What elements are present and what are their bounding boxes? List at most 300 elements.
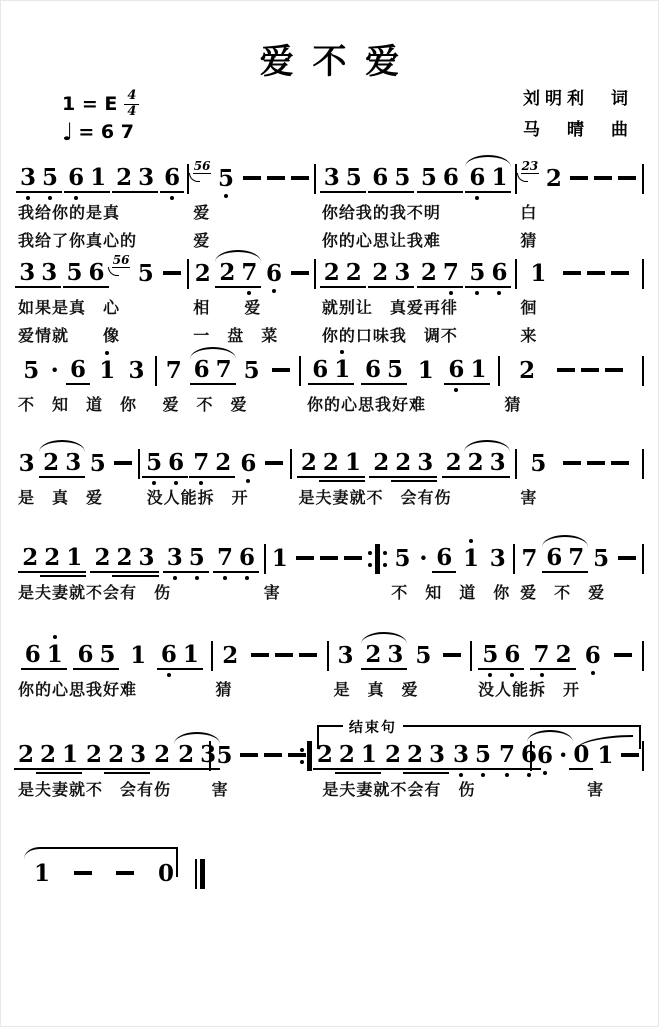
note [578,359,602,382]
score [14,150,645,891]
note: 2 [467,448,484,476]
measure [14,448,137,478]
beam-group [126,641,150,669]
note [248,644,272,667]
note: 2 [178,740,195,768]
beam-group [391,544,415,572]
lyric-cell: 害 [520,488,538,507]
beam-group [162,356,186,384]
beam-group [142,448,188,478]
beam-group [361,355,407,385]
beam-group [268,544,292,572]
note: 3 [450,743,472,766]
note: 6 [372,163,389,191]
note: 2 [392,451,414,474]
barline [470,641,472,671]
note: 3 [337,641,354,669]
beam-group [191,259,215,287]
beam-group [411,641,435,669]
note: 5 [415,641,432,669]
beam-group [16,163,62,193]
note: 2 [404,743,426,766]
note: 6 [65,166,87,189]
note: 5 [23,356,40,384]
lyric-cell: 你的心思让我难 [321,231,441,250]
score-line [14,150,645,252]
tempo-value: = 6 7 [78,121,134,143]
beam-group [589,544,613,572]
barline-single [515,259,517,289]
note [240,167,264,190]
beam-group [247,644,321,669]
barline-single [515,449,517,479]
composer-credit: 马 晴 曲 [523,120,633,140]
note: 3 [17,166,39,189]
barline [314,259,316,289]
lyric-spacer [292,777,318,801]
note: 1 [182,640,199,668]
lyric-spacer [287,485,295,509]
note: 5 [394,544,411,572]
beam-group [63,258,109,288]
note: 1 [271,544,288,572]
note: 6 [158,643,180,666]
note: 2 [336,743,358,766]
note: 3 [200,740,217,768]
note: 7 [190,451,212,474]
lyric-spacer [508,295,516,319]
note [262,452,286,475]
beam-group [320,258,366,288]
note: 5 [216,741,233,769]
note: 5 [143,451,165,474]
lyric-cell: 不 知 道 你 [391,583,511,602]
beam-group [86,449,110,477]
score-line [14,342,645,416]
beam-group [66,355,90,385]
beam-group [240,356,264,384]
note [293,547,317,570]
score-line [14,245,645,347]
note: 6 [546,543,563,571]
barline-single [513,544,515,574]
barline-single [642,259,644,289]
lyric-spacer [508,485,516,509]
beam-group [239,167,313,192]
note [567,167,591,190]
beam-group [215,258,261,288]
beam-group [236,449,260,477]
beam-group [159,262,185,287]
note [160,262,184,285]
note [341,547,365,570]
beam-group [442,448,510,478]
lyric-spacer [200,777,208,801]
barline [515,449,517,479]
header [0,0,659,150]
tie-from-prev-line [24,847,178,877]
measure [317,258,514,288]
beam-group [150,740,174,770]
score-line [14,845,206,891]
lyric-cell: 爱情就 像 [18,326,121,345]
beam-group [432,543,456,573]
beam-group [157,640,203,670]
lyrics-row [14,295,645,319]
note: 2 [219,258,236,286]
note: · [50,355,59,384]
barline-single [642,449,644,479]
beam-group [262,259,286,287]
lyric-cell: 害 [211,780,229,799]
barline [642,259,644,289]
lyric-spacer [637,200,645,224]
barline-final [195,859,205,889]
beam-group [459,544,483,572]
barline-single [327,641,329,671]
beam-group [553,359,627,384]
note [584,262,608,285]
measure [14,543,263,573]
note [440,644,464,667]
lyric-spacer [310,200,318,224]
barline-single [470,641,472,671]
barline [264,544,266,574]
note: 6 [165,451,187,474]
repeat-dot [383,551,387,555]
beam-group [542,164,566,192]
beam-group [478,640,524,670]
grace-notes: 23 [521,158,539,173]
note: 5 [466,261,488,284]
score-line [14,627,645,701]
beam-group [15,258,61,288]
note: 6 [161,166,183,189]
note: 7 [521,544,538,572]
note: 1 [342,451,364,474]
beam-group [134,259,158,287]
beam-group [614,547,640,572]
lyric-cell: 害 [263,583,281,602]
note: 3 [387,640,404,668]
grace-notes: 56 [112,252,130,267]
note: 3 [426,743,448,766]
beam-group [526,259,550,287]
barline-single [498,356,500,386]
beam-group [486,544,510,572]
note: 6 [263,262,285,285]
barline [642,164,644,194]
lyric-spacer [524,777,532,801]
note: 1 [358,743,380,766]
note: 2 [215,448,232,476]
barline [642,544,644,574]
repeat-dot [383,563,387,567]
note: 2 [316,740,333,768]
note: 3 [65,448,82,476]
note: 6 [501,643,523,666]
beam-group [15,449,39,477]
lyric-cell: 来 [520,326,538,345]
lyric-cell: 爱 [193,231,211,250]
lyrics-row [14,200,645,224]
note: 7 [214,546,236,569]
beam-group [112,163,158,193]
repeat-dot [368,563,372,567]
barline-single [290,449,292,479]
lyric-spacer [637,485,645,509]
lyric-cell: 猜 [520,231,538,250]
measure [158,355,298,385]
lyrics-row [14,485,645,509]
measure [317,163,514,193]
lyricist-credit: 刘明利 词 [523,89,633,109]
measure [518,158,641,192]
beam-group [581,641,605,669]
barline-single [187,259,189,289]
beam-group [261,452,287,477]
note: 5 [386,355,403,383]
note [591,167,615,190]
grace-notes: 56 [193,158,211,173]
lyric-spacer [637,580,645,604]
beam-group [287,262,313,287]
measure [302,355,498,385]
lyric-spacer [637,392,645,416]
notes-row [14,447,645,481]
note: 7 [440,261,462,284]
lyric-spacer [135,485,143,509]
note: 3 [18,449,35,477]
note: 3 [323,163,340,191]
lyric-cell: 没人能拆 开 [146,488,249,507]
beam-group [465,163,511,193]
repeat-dot [368,551,372,555]
beam-group [439,644,465,669]
lyric-spacer [508,200,516,224]
beam-group [212,741,236,769]
score-line [14,435,645,509]
note: 0 [157,859,174,887]
lyric-cell: 不 知 道 你 [18,395,138,414]
lyric-spacer [637,677,645,701]
note: 5 [479,643,501,666]
note: 6 [534,744,556,767]
note: · [419,543,428,572]
note: 2 [18,740,35,768]
note: 2 [154,740,171,768]
score-line [14,720,645,801]
measure [212,741,298,769]
note: 6 [193,355,210,383]
beam-group [559,452,633,477]
quarter-note-icon: ♩ [62,118,74,146]
note: 2 [43,448,60,476]
note: 7 [215,355,232,383]
note: 3 [394,258,411,286]
note: 2 [300,448,317,476]
note: 6 [445,358,467,381]
beam-group [526,449,550,477]
note: 2 [323,258,340,286]
note [317,547,341,570]
note: 6 [88,258,105,286]
barline-repeat-both [368,544,387,574]
beam-group [90,543,158,573]
note: 6 [312,355,329,383]
lyric-cell: 是 真 爱 [18,488,104,507]
note: 7 [165,356,182,384]
note: 5 [186,546,208,569]
beam-group [417,163,463,193]
beam-group [530,640,576,670]
lyric-cell: 爱 不 爱 [162,395,248,414]
note: 3 [128,356,145,384]
measure [293,448,514,478]
barline [515,164,517,194]
beam-group [308,355,354,385]
note [288,167,312,190]
lyric-spacer [181,295,189,319]
barline [327,641,329,671]
note: 2 [320,451,342,474]
note [111,452,135,475]
lyric-cell: 猜 [504,395,522,414]
note: 6 [436,543,453,571]
note: 6 [518,743,540,766]
note: 2 [37,743,59,766]
beam-group [417,258,463,288]
notes-row [14,542,645,576]
measure [473,640,641,670]
barline-single [264,544,266,574]
note: 2 [86,740,103,768]
note: 3 [135,546,157,569]
note: 2 [116,163,133,191]
note: 2 [545,164,562,192]
beam-group [414,356,438,384]
note: 2 [519,356,536,384]
barline [642,449,644,479]
lyric-cell: 白 [520,203,538,222]
lyric-spacer [310,295,318,319]
beam-group [160,163,184,193]
measure [501,356,641,384]
measure [267,544,367,572]
note: 1 [59,743,81,766]
beam-group [566,167,640,192]
time-signature [124,89,139,119]
barline [187,164,189,194]
beam-group [515,356,539,384]
beam-group [110,452,136,477]
lyrics-row [14,392,645,416]
time-denominator: 4 [127,103,137,119]
barline-single [187,164,189,194]
barline-single [138,449,140,479]
beam-group [610,644,636,669]
note: 2 [105,743,127,766]
beam-group [333,641,357,669]
song-title: 爱不爱 [259,42,418,82]
note [560,262,584,285]
notes-row [14,639,645,673]
note [237,744,261,767]
beam-group [369,448,437,478]
lyric-cell: 如果是真 心 [18,298,121,317]
lyric-cell: 你的口味我 调不 [321,326,458,345]
note: 3 [127,743,149,766]
barline [513,544,515,574]
barline-single [299,356,301,386]
lyric-spacer [181,200,189,224]
barline [187,259,189,289]
beam-group [236,744,310,769]
measure [518,259,641,287]
note [584,452,608,475]
beam-group [73,640,119,670]
barline-single [642,641,644,671]
note: 2 [373,448,390,476]
lyric-spacer [252,580,260,604]
note: 2 [555,640,572,668]
barline [138,449,140,479]
note: 1 [331,358,353,381]
beam-group [18,543,86,573]
note: 6 [77,640,94,668]
beam-group [218,641,242,669]
note: 6 [70,355,87,383]
time-numerator: 4 [124,89,139,104]
note: 5 [472,743,494,766]
beam-group [125,356,149,384]
key-signature-block [62,90,139,146]
notes-row [14,252,645,291]
beam-group [21,640,67,670]
note: 3 [489,448,506,476]
measure [14,740,217,770]
beam-group [417,543,429,572]
score-line [14,530,645,604]
credits [523,84,633,146]
note: 3 [489,544,506,572]
measure [14,640,210,670]
note [560,452,584,475]
note: 2 [222,641,239,669]
note: 6 [466,166,488,189]
lyric-spacer [637,295,645,319]
note: 2 [22,543,39,571]
barline [642,641,644,671]
note: 1 [491,163,508,191]
note: 2 [365,640,382,668]
beam-group [517,544,541,572]
beam-group [465,258,511,288]
note: 3 [164,546,186,569]
repeat-dots [368,551,372,567]
beam-group [559,262,633,287]
note [611,644,635,667]
note [272,644,296,667]
note: 7 [531,643,553,666]
measure [518,449,641,477]
note: 1 [63,546,85,569]
lyric-cell: 徊 [520,298,538,317]
note: 5 [66,258,83,286]
note [288,262,312,285]
note: 6 [236,546,258,569]
note: 2 [372,258,389,286]
